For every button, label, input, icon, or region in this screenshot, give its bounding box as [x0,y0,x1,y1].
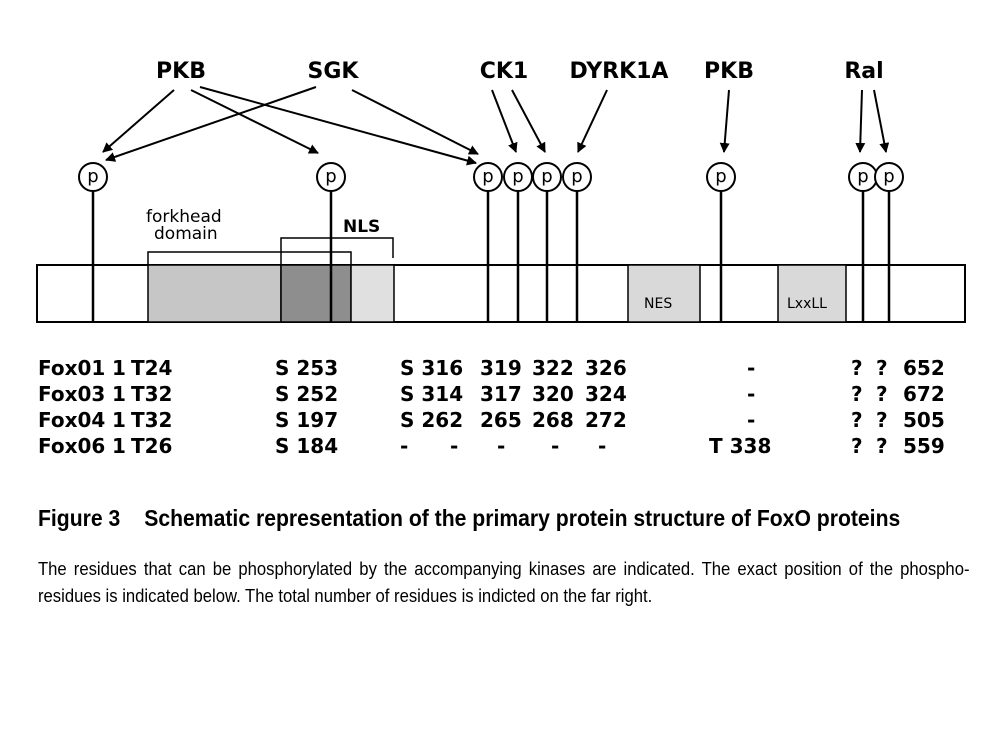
figure-description: The residues that can be phosphorylated by the accompanying kinases are indicated. The exact position of the phospho-residues is indicated below. The total number of residues is indicted on the far right. [38,558,970,606]
forkhead-bracket [148,252,351,264]
row-s-site-1: S 252 [275,382,339,406]
nls-bracket [281,238,393,264]
forkhead-label: forkhead [146,207,222,227]
row-dash-3: - [497,434,506,458]
phospho-letters [87,166,894,187]
row-total-residues: 505 [903,408,945,432]
row-s-site-3: 265 [480,408,522,432]
arrow-pkb-to-p2 [191,90,318,153]
row-total-residues: 652 [903,356,945,380]
arrow-ral-to-p9 [874,90,886,152]
nls-label: NLS [343,217,381,237]
row-protein-name: Fox04 [38,408,106,432]
row-total-residues: 672 [903,382,945,406]
arrow-sgk-to-p1 [106,87,316,160]
forkhead-nls-overlap-region [281,265,351,322]
row-pkb-site: T 338 [709,434,772,458]
forkhead-domain-region [148,265,281,322]
row-start-residue: 1 [112,356,126,380]
row-start-residue: 1 [112,434,126,458]
kinase-arrows [103,87,886,163]
figure-caption [38,503,970,609]
phospho-letter-2: p [325,166,337,187]
phospho-letter-1: p [87,166,99,187]
row-s-site-3: 319 [480,356,522,380]
row-dash-5: - [598,434,607,458]
table-row [38,434,945,458]
kinase-label-ck1: CK1 [479,59,529,84]
residue-table [38,356,945,458]
arrow-pkb-to-p7 [724,90,729,152]
row-s-site-5: 272 [585,408,627,432]
row-ral-site-2: ? [876,408,888,432]
row-s-site-5: 324 [585,382,627,406]
row-s-site-2: S 314 [400,382,464,406]
row-dash-1: - [400,434,409,458]
kinase-label-pkb-2: PKB [704,59,754,84]
row-s-site-4: 322 [532,356,574,380]
arrow-dyrk1a-to-p6 [578,90,607,152]
row-t-site: T24 [131,356,173,380]
table-row [38,408,945,432]
nls-region [351,265,394,322]
row-s-site-3: 317 [480,382,522,406]
lxxll-label: LxxLL [787,296,827,312]
table-row [38,382,945,406]
row-s-site-1: S 253 [275,356,339,380]
lxxll-box [778,265,846,322]
phospho-letter-8: p [857,166,869,187]
table-row [38,356,945,380]
arrow-pkb-to-p1 [103,90,174,152]
figure-title [38,503,970,533]
kinase-label-dyrk1a: DYRK1A [569,59,669,84]
row-dash-2: - [450,434,459,458]
phospho-letter-3: p [482,166,494,187]
arrow-ck1-to-p4 [492,90,516,152]
row-start-residue: 1 [112,382,126,406]
phospho-letter-7: p [715,166,727,187]
nes-box [628,265,700,322]
arrow-ck1-to-p5 [512,90,545,152]
row-s-site-5: 326 [585,356,627,380]
nes-label: NES [644,296,673,312]
kinase-label-ral: Ral [844,59,884,84]
row-ral-site-1: ? [851,382,863,406]
row-s-site-4: 268 [532,408,574,432]
figure-title-text: Schematic representation of the primary protein structure of FoxO proteins [144,505,901,531]
row-protein-name: Fox03 [38,382,106,406]
row-start-residue: 1 [112,408,126,432]
row-pkb-site: - [747,382,756,406]
row-t-site: T26 [131,434,173,458]
row-ral-site-1: ? [851,434,863,458]
row-ral-site-2: ? [876,356,888,380]
phospho-letter-4: p [512,166,524,187]
row-pkb-site: - [747,356,756,380]
row-ral-site-1: ? [851,356,863,380]
row-total-residues: 559 [903,434,945,458]
row-dash-4: - [551,434,560,458]
row-pkb-site: - [747,408,756,432]
figure-number: Figure 3 [38,505,121,531]
row-s-site-4: 320 [532,382,574,406]
arrow-pkb-to-p3 [200,87,476,163]
row-protein-name: Fox01 [38,356,106,380]
row-s-site-2: S 262 [400,408,464,432]
kinase-label-sgk: SGK [307,59,359,84]
phospho-letter-6: p [571,166,583,187]
phospho-letter-5: p [541,166,553,187]
arrow-sgk-to-p3 [352,90,478,154]
row-ral-site-1: ? [851,408,863,432]
row-ral-site-2: ? [876,434,888,458]
domain-label: domain [154,224,218,244]
row-ral-site-2: ? [876,382,888,406]
row-s-site-1: S 184 [275,434,339,458]
row-s-site-2: S 316 [400,356,464,380]
phospho-letter-9: p [883,166,895,187]
row-s-site-1: S 197 [275,408,339,432]
kinase-label-pkb-1: PKB [156,59,206,84]
row-t-site: T32 [131,382,173,406]
row-t-site: T32 [131,408,173,432]
arrow-ral-to-p8 [860,90,862,152]
row-protein-name: Fox06 [38,434,106,458]
